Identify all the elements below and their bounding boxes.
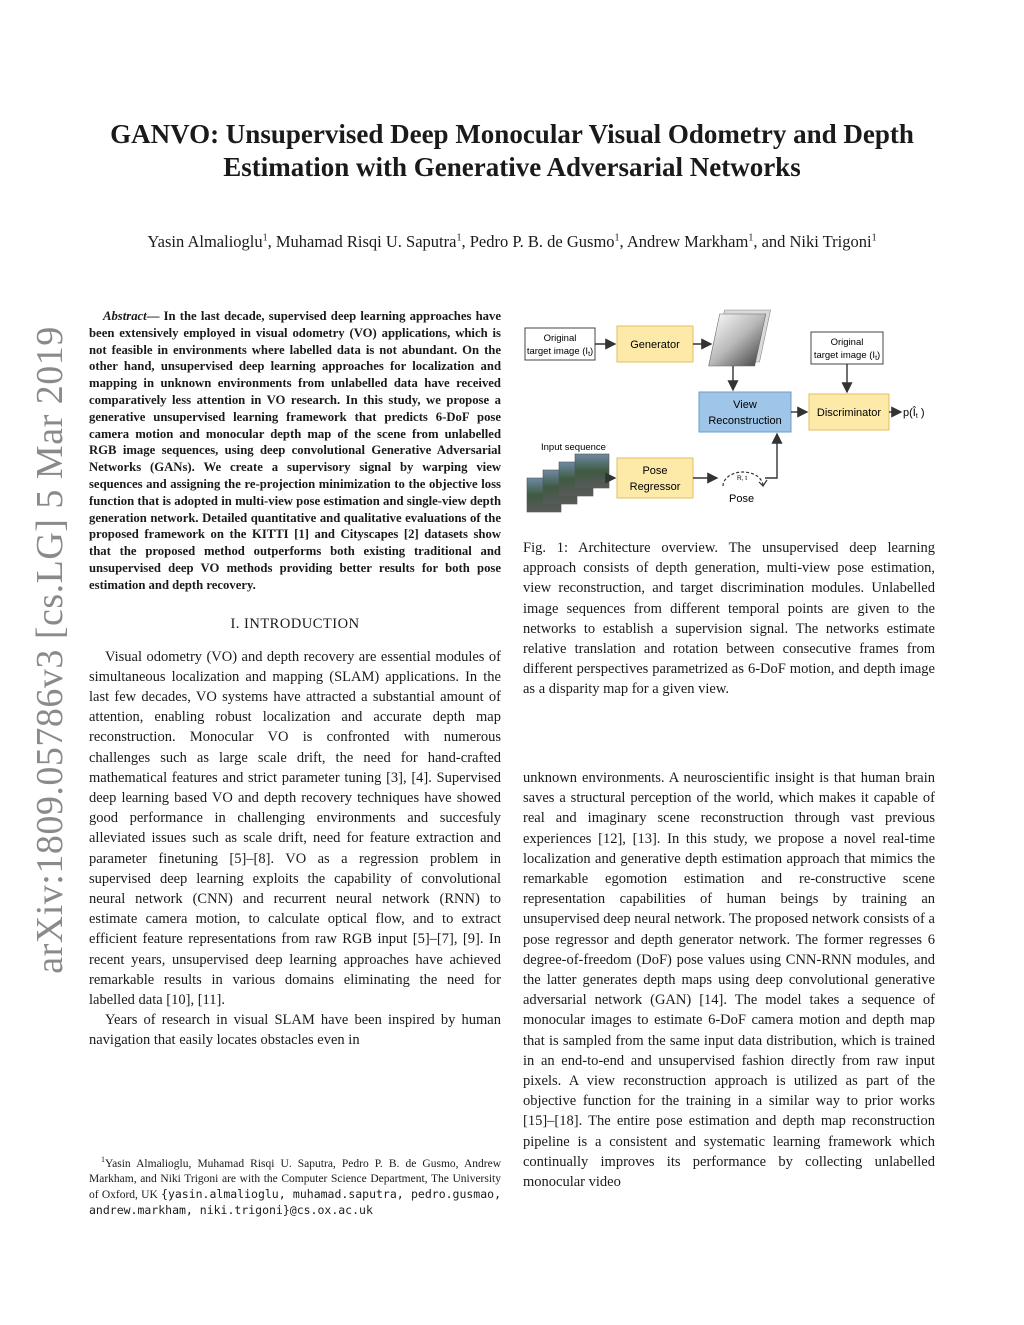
author-affiliation-mark: 1 <box>262 232 268 244</box>
original-target-label-left-2: target image $(I_t)$ <box>526 346 594 358</box>
arxiv-id-text: arXiv:1809.05786v3 [cs.LG] 5 Mar 2019 <box>29 326 71 974</box>
author-affiliation-mark: 1 <box>871 232 877 244</box>
intro-paragraph-1: Visual odometry (VO) and depth recovery are essential modules of simultaneous localization and mapping (SLAM) applications. In the last few decades, VO systems have attracted a substantial amount of attention, enabling robust localization and accurate depth map reconstruction. Monocular VO is confronted with numerous challenges such as large scale drift, the need for hand-crafted mathematical features and strict parameter tuning [3], [4]. Supervised deep learning based VO and depth recovery techniques have showed good performance in challenging environments and succesfuly alleviated issues such as scale drift, need for feature extraction and parameter finetuning [5]–[8]. VO as a regression problem in supervised deep learning exploits the capability of convolutional neural network (CNN) and recurrent neural network (RNN) to estimate camera motion, to calculate optical flow, and to extract efficient feature representations from raw RGB input [5]–[7], [9]. In recent years, unsupervised deep learning approaches have achieved remarkable results in various domains eliminating the need for labelled data [10], [11]. <box>89 648 501 1008</box>
intro-paragraph-2: Years of research in visual SLAM have been inspired by human navigation that easily locates obstacles even in <box>89 1012 501 1049</box>
view-reconstruction-label-2: Reconstruction <box>708 415 782 427</box>
generator-label: Generator <box>630 339 680 351</box>
footnote-mark: 1 <box>101 1155 105 1164</box>
original-target-label-right-2: target image $(I_t)$ <box>813 350 881 362</box>
section-heading-introduction: I. INTRODUCTION <box>230 615 360 632</box>
author-affiliation-mark: 1 <box>614 232 620 244</box>
author-separator: , <box>267 232 276 251</box>
author-name: Andrew Markham <box>626 232 749 251</box>
author-name: Yasin Almalioglu <box>147 232 263 251</box>
paper-title: GANVO: Unsupervised Deep Monocular Visual Odometry and Depth Estimation with Generative Adversarial Networks <box>110 119 914 182</box>
pose-regressor-label-2: Regressor <box>629 481 681 493</box>
abstract <box>89 308 501 594</box>
author-separator: , and <box>753 232 790 251</box>
pose-regressor-label-1: Pose <box>642 465 668 477</box>
abstract-text: In the last decade, supervised deep learning approaches have been extensively employed in visual odometry (VO) applications, which is not feasible in environments where labelled data is not abundant. On the other hand, unsupervised deep learning approaches for localization and mapping in unknown environments from unlabelled data have received comparatively less attention in VO research. In this study, we propose a generative unsupervised learning framework that predicts 6-DoF pose camera motion and monocular depth map of the scene from unlabelled RGB image sequences, using deep convolutional Generative Adversarial Networks (GANs). We create a supervisory signal by warping view sequences and assigning the re-projection minimization to the objective loss function that is adopted in multi-view pose estimation and single-view depth generation network. Detailed quantitative and qualitative evaluations of the proposed framework on the KITTI [1] and Cityscapes [2] datasets show that the proposed method outperforms both existing traditional and unsupervised deep VO methods providing better results for both pose estimation and depth recovery. <box>89 309 501 592</box>
arrow-pose-to-view <box>765 434 777 478</box>
rt-label: R, t <box>737 475 748 482</box>
affiliation-footnote <box>89 1152 501 1219</box>
figure-caption: Fig. 1: Architecture overview. The unsupervised deep learning approach consists of depth generation, multi-view pose estimation, view reconstruction, and target discrimination modules. Unlabelled image sequences from different temporal points are given to the networks to establish a supervision signal. The networks estimate relative translation and rotation between consecutive frames from different perspectives parametrized as 6-DoF motion, and depth image as a disparity map for a given view. <box>523 540 935 698</box>
arxiv-side-stamp <box>20 326 80 974</box>
left-column <box>89 308 501 1051</box>
original-target-label-right-1: Original <box>830 337 864 348</box>
author-name: Niki Trigoni <box>789 232 872 251</box>
right-column-paragraph: unknown environments. A neuroscientific insight is that human brain saves a structural perception of the world, which makes it capable of real and imaginary scene reconstruction through vast previous experiences [12], [13]. In this study, we propose a novel real-time localization and generative depth estimation approach that mimics the remarkable egomotion estimation and re-constructive scene representation capabilities of human beings by training an unsupervised deep neural network. The proposed network consists of a pose regressor and depth generator network. The former regresses 6 degree-of-freedom (DoF) pose values using CNN-RNN modules, and the latter generates depth maps using deep convolutional generative adversarial network (GAN) [14]. The model takes a sequence of monocular images to estimate 6-DoF camera motion and depth map that is sampled from the same input data distribution, which is trained in an end-to-end and unsupervised fashion directly from raw input pixels. A view reconstruction approach is utilized as part of the objective function for the training in a similar way to prior works [15]–[18]. The entire pose estimation and depth map reconstruction pipeline is a consistent and systematic learning framework which continually improves its performance by collecting unlabelled monocular video <box>523 770 935 1191</box>
right-column <box>523 768 935 1192</box>
architecture-figure <box>523 308 943 533</box>
discriminator-label: Discriminator <box>816 407 882 419</box>
original-target-label-left-1: Original <box>543 333 577 344</box>
pose-label: Pose <box>729 493 755 505</box>
author-affiliation-mark: 1 <box>456 232 462 244</box>
depth-map-image <box>709 310 771 366</box>
view-reconstruction-label-1: View <box>733 399 757 411</box>
author-list <box>60 232 964 252</box>
discriminator-output-label: p(Ît ) <box>903 407 925 420</box>
author-name: Pedro P. B. de Gusmo <box>469 232 615 251</box>
footnote-emails: {yasin.almalioglu, muhamad.saputra, pedro.gusmao, andrew.markham, niki.trigoni}@cs.ox.ac.uk <box>89 1186 502 1217</box>
author-affiliation-mark: 1 <box>748 232 754 244</box>
input-sequence-images <box>527 454 609 512</box>
author-separator: , <box>461 232 470 251</box>
input-sequence-label: Input sequence <box>541 442 606 453</box>
author-name: Muhamad Risqi U. Saputra <box>275 232 457 251</box>
footnote-text: Yasin Almalioglu, Muhamad Risqi U. Saputra, Pedro P. B. de Gusmo, Andrew Markham, and Niki Trigoni are with the Computer Science Department, The University of Oxford, UK <box>89 1157 501 1201</box>
abstract-dash: — <box>146 309 164 323</box>
author-separator: , <box>619 232 627 251</box>
abstract-label: Abstract <box>103 309 147 323</box>
